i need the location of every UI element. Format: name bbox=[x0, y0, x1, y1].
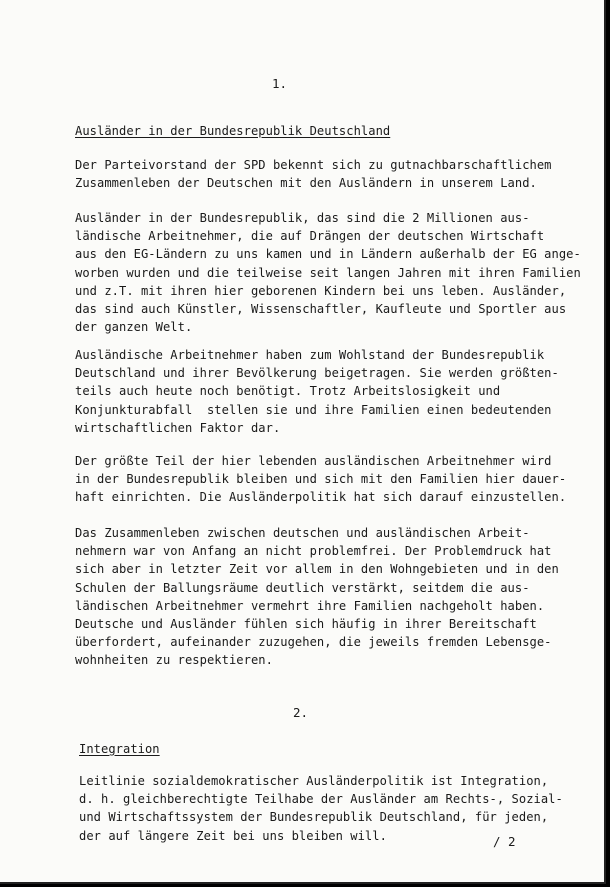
paragraph-line: sich aber in letzter Zeit vor allem in den Wohngebieten und in den bbox=[75, 562, 559, 577]
paragraph-line: in der Bundesrepublik bleiben und sich mit den Familien hier dauer- bbox=[75, 472, 567, 487]
paragraph-line: Leitlinie sozialdemokratischer Ausländerpolitik ist Integration, bbox=[79, 774, 549, 788]
paragraph-line: Das Zusammenleben zwischen deutschen und ausländischen Arbeit- bbox=[75, 526, 530, 540]
paragraph-line: ländischen Arbeitnehmer vermehrt ihre Familien nachgeholt haben. bbox=[75, 598, 545, 613]
section-2-heading: Integration bbox=[79, 742, 160, 756]
paragraph-line: nehmern war von Anfang an nicht problemfrei. Der Problemdruck hat bbox=[75, 544, 552, 559]
page-continuation-marker: / 2 bbox=[493, 834, 516, 849]
paragraph-line: Ausländische Arbeitnehmer haben zum Wohlstand der Bundesrepublik bbox=[75, 348, 545, 362]
paragraph-line: Der Parteivorstand der SPD bekennt sich zu gutnachbarschaftlichem bbox=[75, 158, 552, 172]
paragraph-line: Deutschland und ihrer Bevölkerung beigetragen. Sie werden größten- bbox=[75, 366, 559, 381]
paragraph-line: der auf längere Zeit bei uns bleiben will. bbox=[79, 828, 387, 843]
paragraph-line: wohnheiten zu respektieren. bbox=[75, 653, 273, 668]
paragraph-line: Ausländer in der Bundesrepublik, das sind die 2 Millionen aus- bbox=[75, 211, 530, 225]
paragraph-line: Der größte Teil der hier lebenden ausländischen Arbeitnehmer wird bbox=[75, 454, 552, 468]
paragraph-line: worben wurden und die teilweise seit langen Jahren mit ihren Familien bbox=[75, 265, 581, 280]
section-2-number: 2. bbox=[293, 705, 309, 720]
paragraph-line: d. h. gleichberechtigte Teilhabe der Ausländer am Rechts-, Sozial- bbox=[79, 792, 563, 807]
paragraph-line: überfordert, aufeinander zuzugehen, die jeweils fremden Lebensge- bbox=[75, 635, 552, 650]
paragraph-line: Zusammenleben der Deutschen mit den Ausländern in unserem Land. bbox=[75, 176, 537, 191]
paragraph-line: und Wirtschaftssystem der Bundesrepublik Deutschland, für jeden, bbox=[79, 810, 549, 825]
paragraph-line: aus den EG-Ländern zu uns kamen und in Ländern außerhalb der EG ange- bbox=[75, 247, 581, 262]
paragraph-line: das sind auch Künstler, Wissenschaftler, Kaufleute und Sportler aus bbox=[75, 302, 567, 316]
paragraph-line: ländische Arbeitnehmer, die auf Drängen der deutschen Wirtschaft bbox=[75, 229, 545, 244]
paragraph-line: und z.T. mit ihren hier geborenen Kindern bei uns leben. Ausländer, bbox=[75, 283, 567, 298]
paragraph-line: Konjunkturabfall stellen sie und ihre Familien einen bedeutenden bbox=[75, 402, 552, 417]
paragraph-line: Schulen der Ballungsräume deutlich verstärkt, seitdem die aus- bbox=[75, 580, 530, 595]
paragraph-line: wirtschaftlichen Faktor dar. bbox=[75, 420, 281, 435]
paragraph-line: teils auch heute noch benötigt. Trotz Arbeitslosigkeit und bbox=[75, 384, 501, 399]
paragraph-line: haft einrichten. Die Ausländerpolitik hat sich darauf einzustellen. bbox=[75, 490, 567, 505]
paragraph-line: der ganzen Welt. bbox=[75, 320, 193, 335]
section-1-number: 1. bbox=[272, 76, 288, 91]
paragraph-line: Deutsche und Ausländer fühlen sich häufig in ihrer Bereitschaft bbox=[75, 617, 537, 631]
section-1-heading: Ausländer in der Bundesrepublik Deutschland bbox=[75, 124, 391, 138]
